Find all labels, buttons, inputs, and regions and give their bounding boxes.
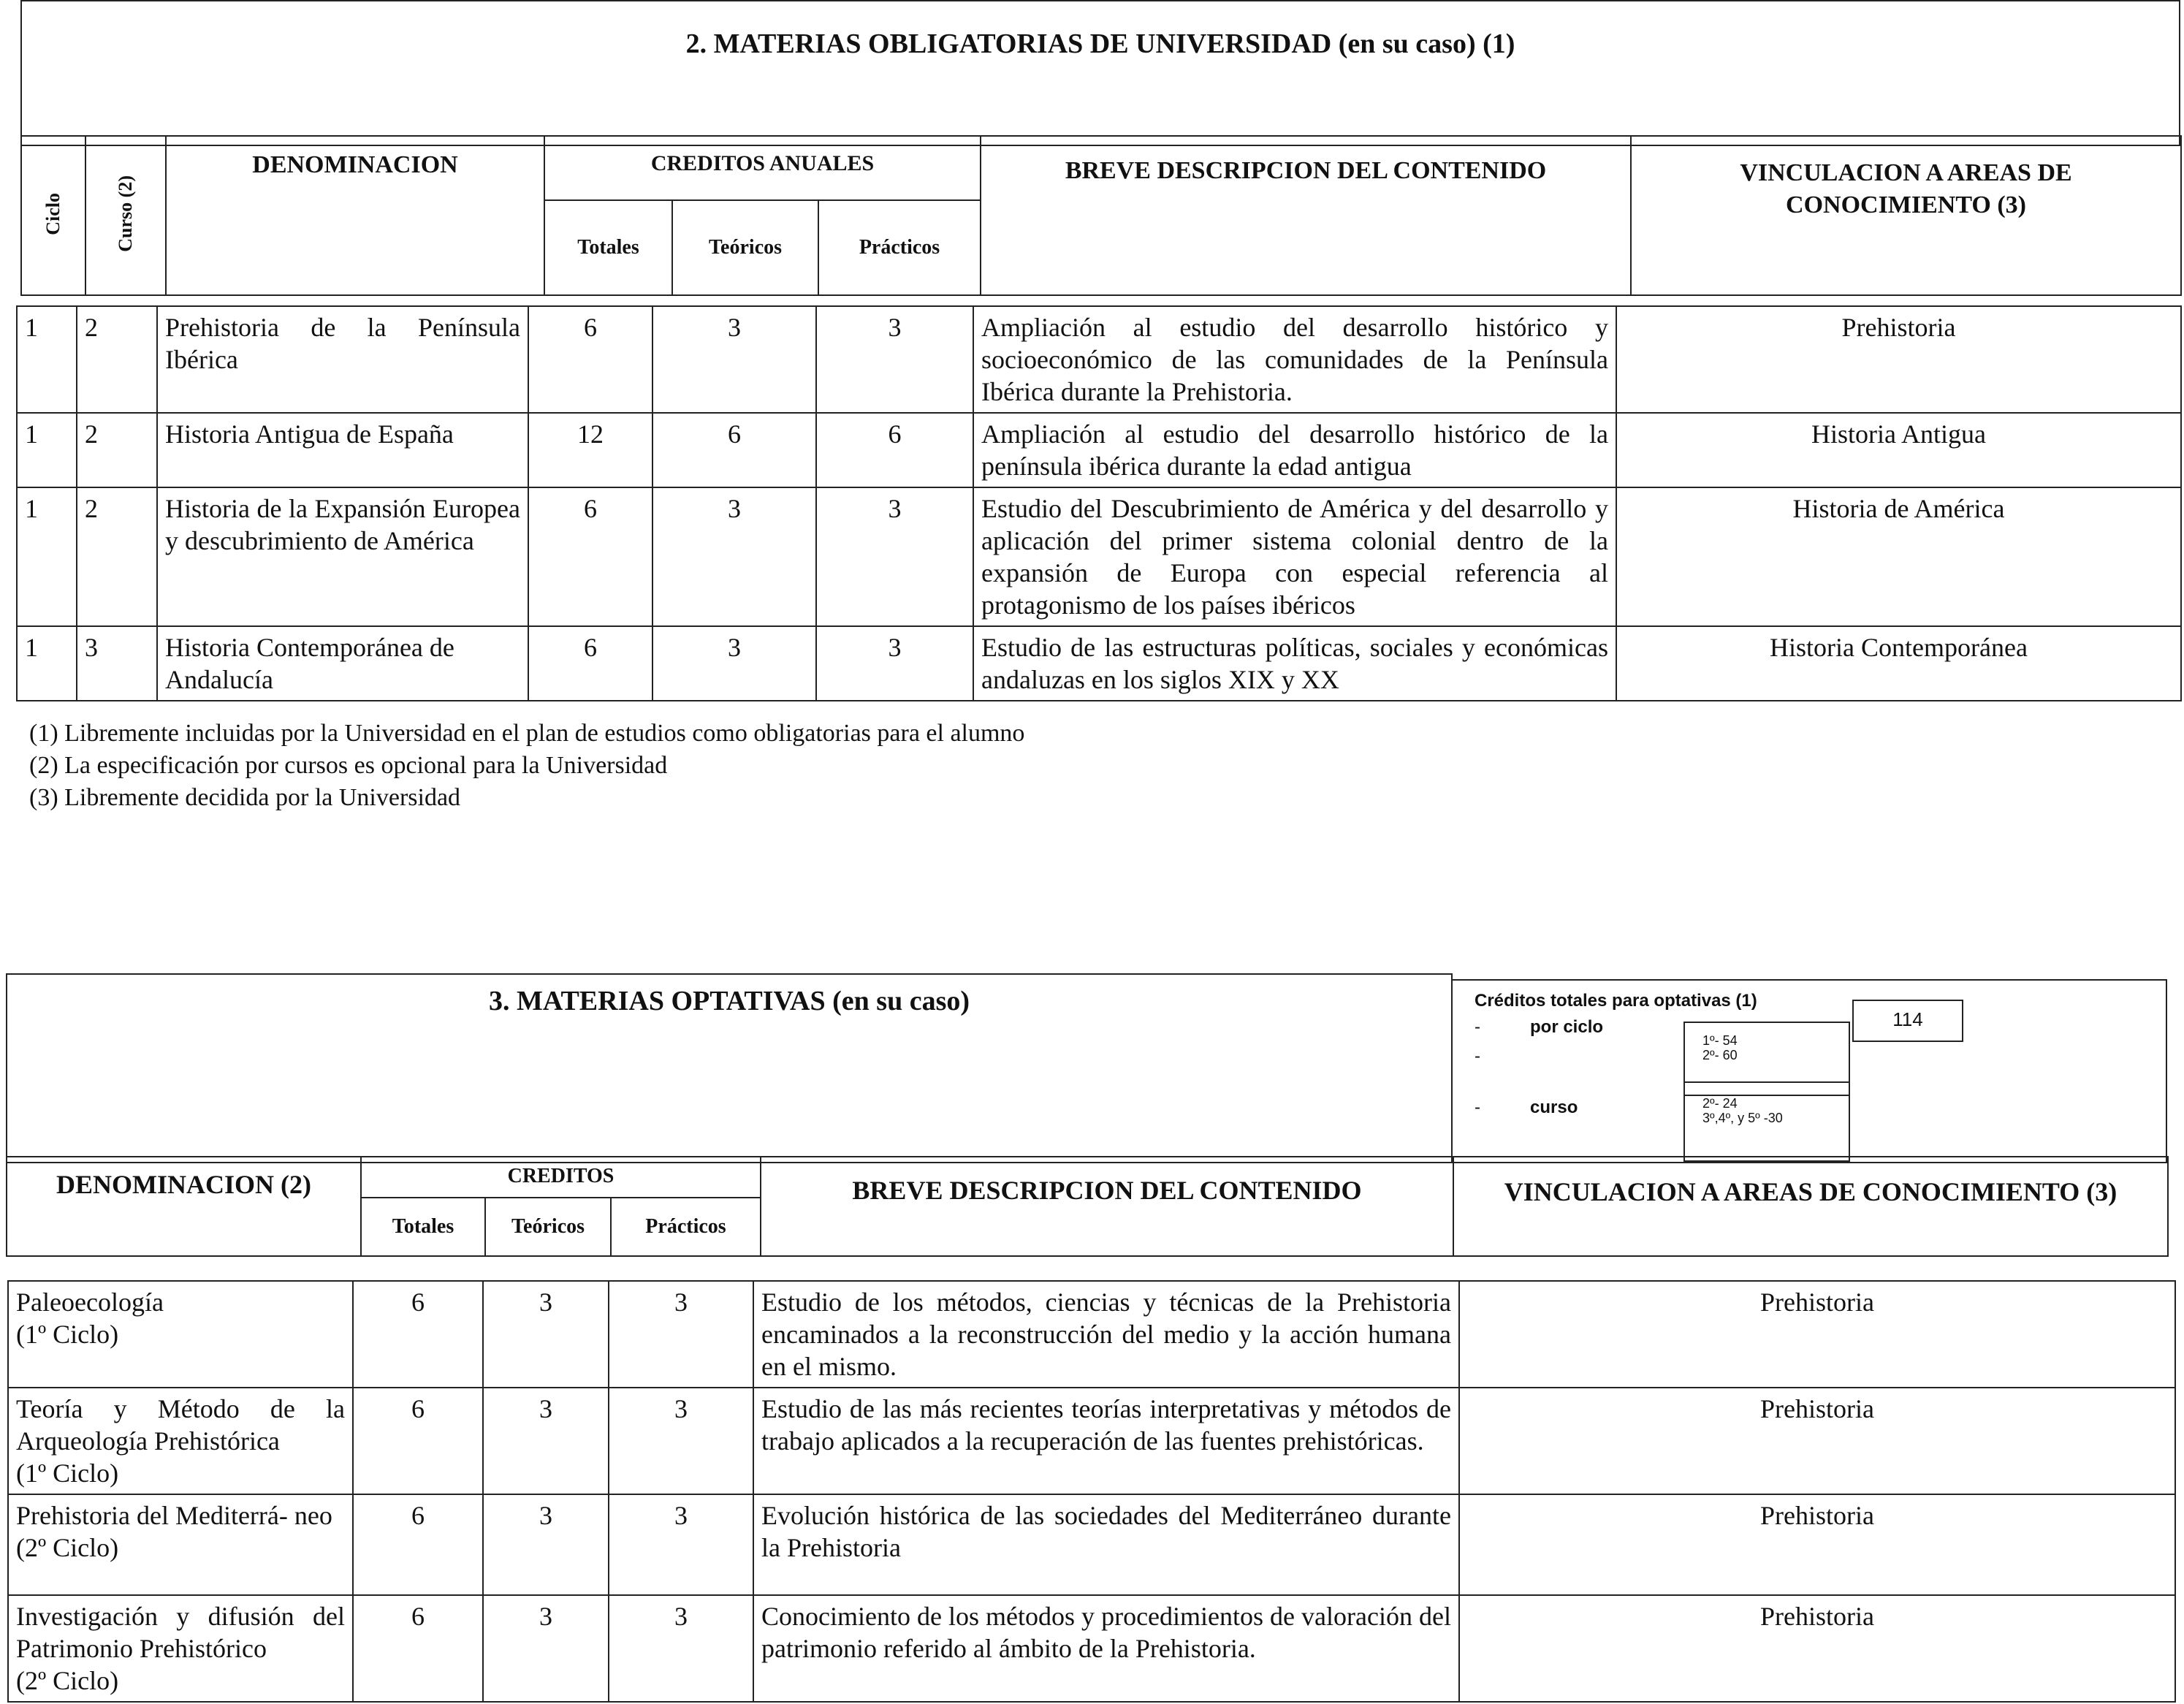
cell-area: Prehistoria [1459,1388,2175,1494]
cell-teoricos: 3 [483,1388,609,1494]
header-vinculacion: VINCULACION A AREAS DE CONOCIMIENTO (3) [1631,136,2181,295]
curso-value-2: 3º,4º, y 5º -30 [1702,1111,1783,1125]
cell-area: Historia de América [1616,487,2181,626]
dash-3: - [1475,1098,1480,1117]
cell-practicos: 3 [609,1494,753,1595]
credits-total-label: Créditos totales para optativas (1) [1475,991,1757,1011]
cell-teoricos: 6 [652,413,816,487]
section3-title-box [6,973,1453,1163]
cell-descripcion: Conocimiento de los métodos y procedimientos de valoración del patrimonio referido al ámbito de la Prehistoria. [753,1595,1459,1702]
header-creditos: CREDITOS [361,1157,761,1198]
section3-data-table [7,1280,2176,1703]
cell-denominacion: Paleoecología (1º Ciclo) [8,1281,353,1388]
cell-practicos: 3 [609,1388,753,1494]
header-totales: Totales [544,200,672,295]
cell-ciclo: 1 [17,487,77,626]
cell-practicos: 3 [816,487,973,626]
header-descripcion-2: BREVE DESCRIPCION DEL CONTENIDO [761,1157,1453,1256]
header-creditos-anuales: CREDITOS ANUALES [544,136,981,200]
table-row [8,1494,2175,1595]
header-curso: Curso (2) [85,136,166,295]
cell-denominacion: Historia Antigua de España [157,413,528,487]
por-ciclo-label: por ciclo [1530,1017,1604,1037]
cell-totales: 6 [353,1388,483,1494]
cell-denominacion: Prehistoria de la Península Ibérica [157,306,528,413]
header-descripcion: BREVE DESCRIPCION DEL CONTENIDO [981,136,1631,295]
curso-value-1: 2º- 24 [1702,1096,1738,1111]
cell-totales: 6 [353,1281,483,1388]
cell-teoricos: 3 [652,626,816,701]
table-row [17,306,2181,413]
section3-header-table [6,1156,2169,1257]
cell-denominacion: Historia de la Expansión Europea y descubrimiento de América [157,487,528,626]
footnotes [29,718,1491,814]
cell-totales: 12 [528,413,652,487]
cell-area: Prehistoria [1616,306,2181,413]
cell-teoricos: 3 [483,1494,609,1595]
header-practicos-2: Prácticos [611,1198,761,1256]
cell-area: Prehistoria [1459,1595,2175,1702]
cell-area: Historia Antigua [1616,413,2181,487]
cell-denominacion: Historia Contemporánea de Andalucía [157,626,528,701]
table-row [17,413,2181,487]
cell-teoricos: 3 [652,487,816,626]
cell-practicos: 3 [816,306,973,413]
cell-totales: 6 [353,1595,483,1702]
header-totales-2: Totales [361,1198,485,1256]
cell-descripcion: Estudio de los métodos, ciencias y técnicas de la Prehistoria encaminados a la reconstrucción del medio y la acción humana en el mismo. [753,1281,1459,1388]
table-row [8,1388,2175,1494]
cell-ciclo: 1 [17,626,77,701]
cell-totales: 6 [528,487,652,626]
header-denominacion: DENOMINACION [166,136,544,295]
cell-totales: 6 [353,1494,483,1595]
table-row [17,487,2181,626]
table-row [17,626,2181,701]
cell-denominacion: Teoría y Método de la Arqueología Prehistórica (1º Ciclo) [8,1388,353,1494]
cell-descripcion: Estudio del Descubrimiento de América y del desarrollo y aplicación del primer sistema colonial dentro de la expansión de Europa con especial referencia al protagonismo de los países ibéricos [973,487,1616,626]
cell-curso: 2 [77,487,157,626]
dash-2: - [1475,1046,1480,1066]
cell-practicos: 3 [609,1595,753,1702]
cell-teoricos: 3 [652,306,816,413]
cell-descripcion: Evolución histórica de las sociedades del Mediterráneo durante la Prehistoria [753,1494,1459,1595]
section3-title: 3. MATERIAS OPTATIVAS (en su caso) [488,986,970,1016]
dash-1: - [1475,1017,1480,1037]
header-practicos: Prácticos [818,200,981,295]
header-denominacion-2: DENOMINACION (2) [7,1157,361,1256]
header-ciclo: Ciclo [21,136,85,295]
cell-teoricos: 3 [483,1595,609,1702]
table-row [8,1281,2175,1388]
cell-descripcion: Estudio de las más recientes teorías interpretativas y métodos de trabajo aplicados a la recuperación de las fuentes prehistóricas. [753,1388,1459,1494]
cell-ciclo: 1 [17,306,77,413]
por-ciclo-value-1: 1º- 54 [1702,1033,1738,1048]
table-row [8,1595,2175,1702]
cell-descripcion: Ampliación al estudio del desarrollo histórico de la península ibérica durante la edad antigua [973,413,1616,487]
cell-practicos: 3 [609,1281,753,1388]
cell-ciclo: 1 [17,413,77,487]
por-ciclo-value-2: 2º- 60 [1702,1048,1738,1062]
cell-curso: 3 [77,626,157,701]
cell-denominacion: Prehistoria del Mediterrá- neo (2º Ciclo) [8,1494,353,1595]
section2-title-box [20,0,2180,146]
header-teoricos-2: Teóricos [485,1198,611,1256]
cell-descripcion: Estudio de las estructuras políticas, sociales y económicas andaluzas en los siglos XIX y XX [973,626,1616,701]
cell-area: Prehistoria [1459,1281,2175,1388]
cell-practicos: 6 [816,413,973,487]
cell-totales: 6 [528,306,652,413]
cell-curso: 2 [77,306,157,413]
cell-totales: 6 [528,626,652,701]
footnote-2: (2) La especificación por cursos es opcional para la Universidad [29,752,668,779]
section2-data-table [16,305,2182,701]
cell-teoricos: 3 [483,1281,609,1388]
cell-area: Prehistoria [1459,1494,2175,1595]
section2-title: 2. MATERIAS OBLIGATORIAS DE UNIVERSIDAD (en su caso) (1) [685,28,1515,59]
footnote-3: (3) Libremente decidida por la Universidad [29,784,461,811]
credits-box [1451,979,2167,1163]
header-vinculacion-2: VINCULACION A AREAS DE CONOCIMIENTO (3) [1453,1157,2168,1256]
cell-denominacion: Investigación y difusión del Patrimonio Prehistórico (2º Ciclo) [8,1595,353,1702]
curso-label: curso [1530,1098,1578,1117]
header-teoricos: Teóricos [672,200,818,295]
cell-area: Historia Contemporánea [1616,626,2181,701]
footnote-1: (1) Libremente incluidas por la Universidad en el plan de estudios como obligatorias para el alumno [29,720,1025,747]
section2-header-table [20,135,2182,296]
cell-practicos: 3 [816,626,973,701]
cell-descripcion: Ampliación al estudio del desarrollo histórico y socioeconómico de las comunidades de la Península Ibérica durante la Prehistoria. [973,306,1616,413]
credits-total-value: 114 [1852,1000,1963,1042]
curso-values [1683,1081,1850,1162]
cell-curso: 2 [77,413,157,487]
